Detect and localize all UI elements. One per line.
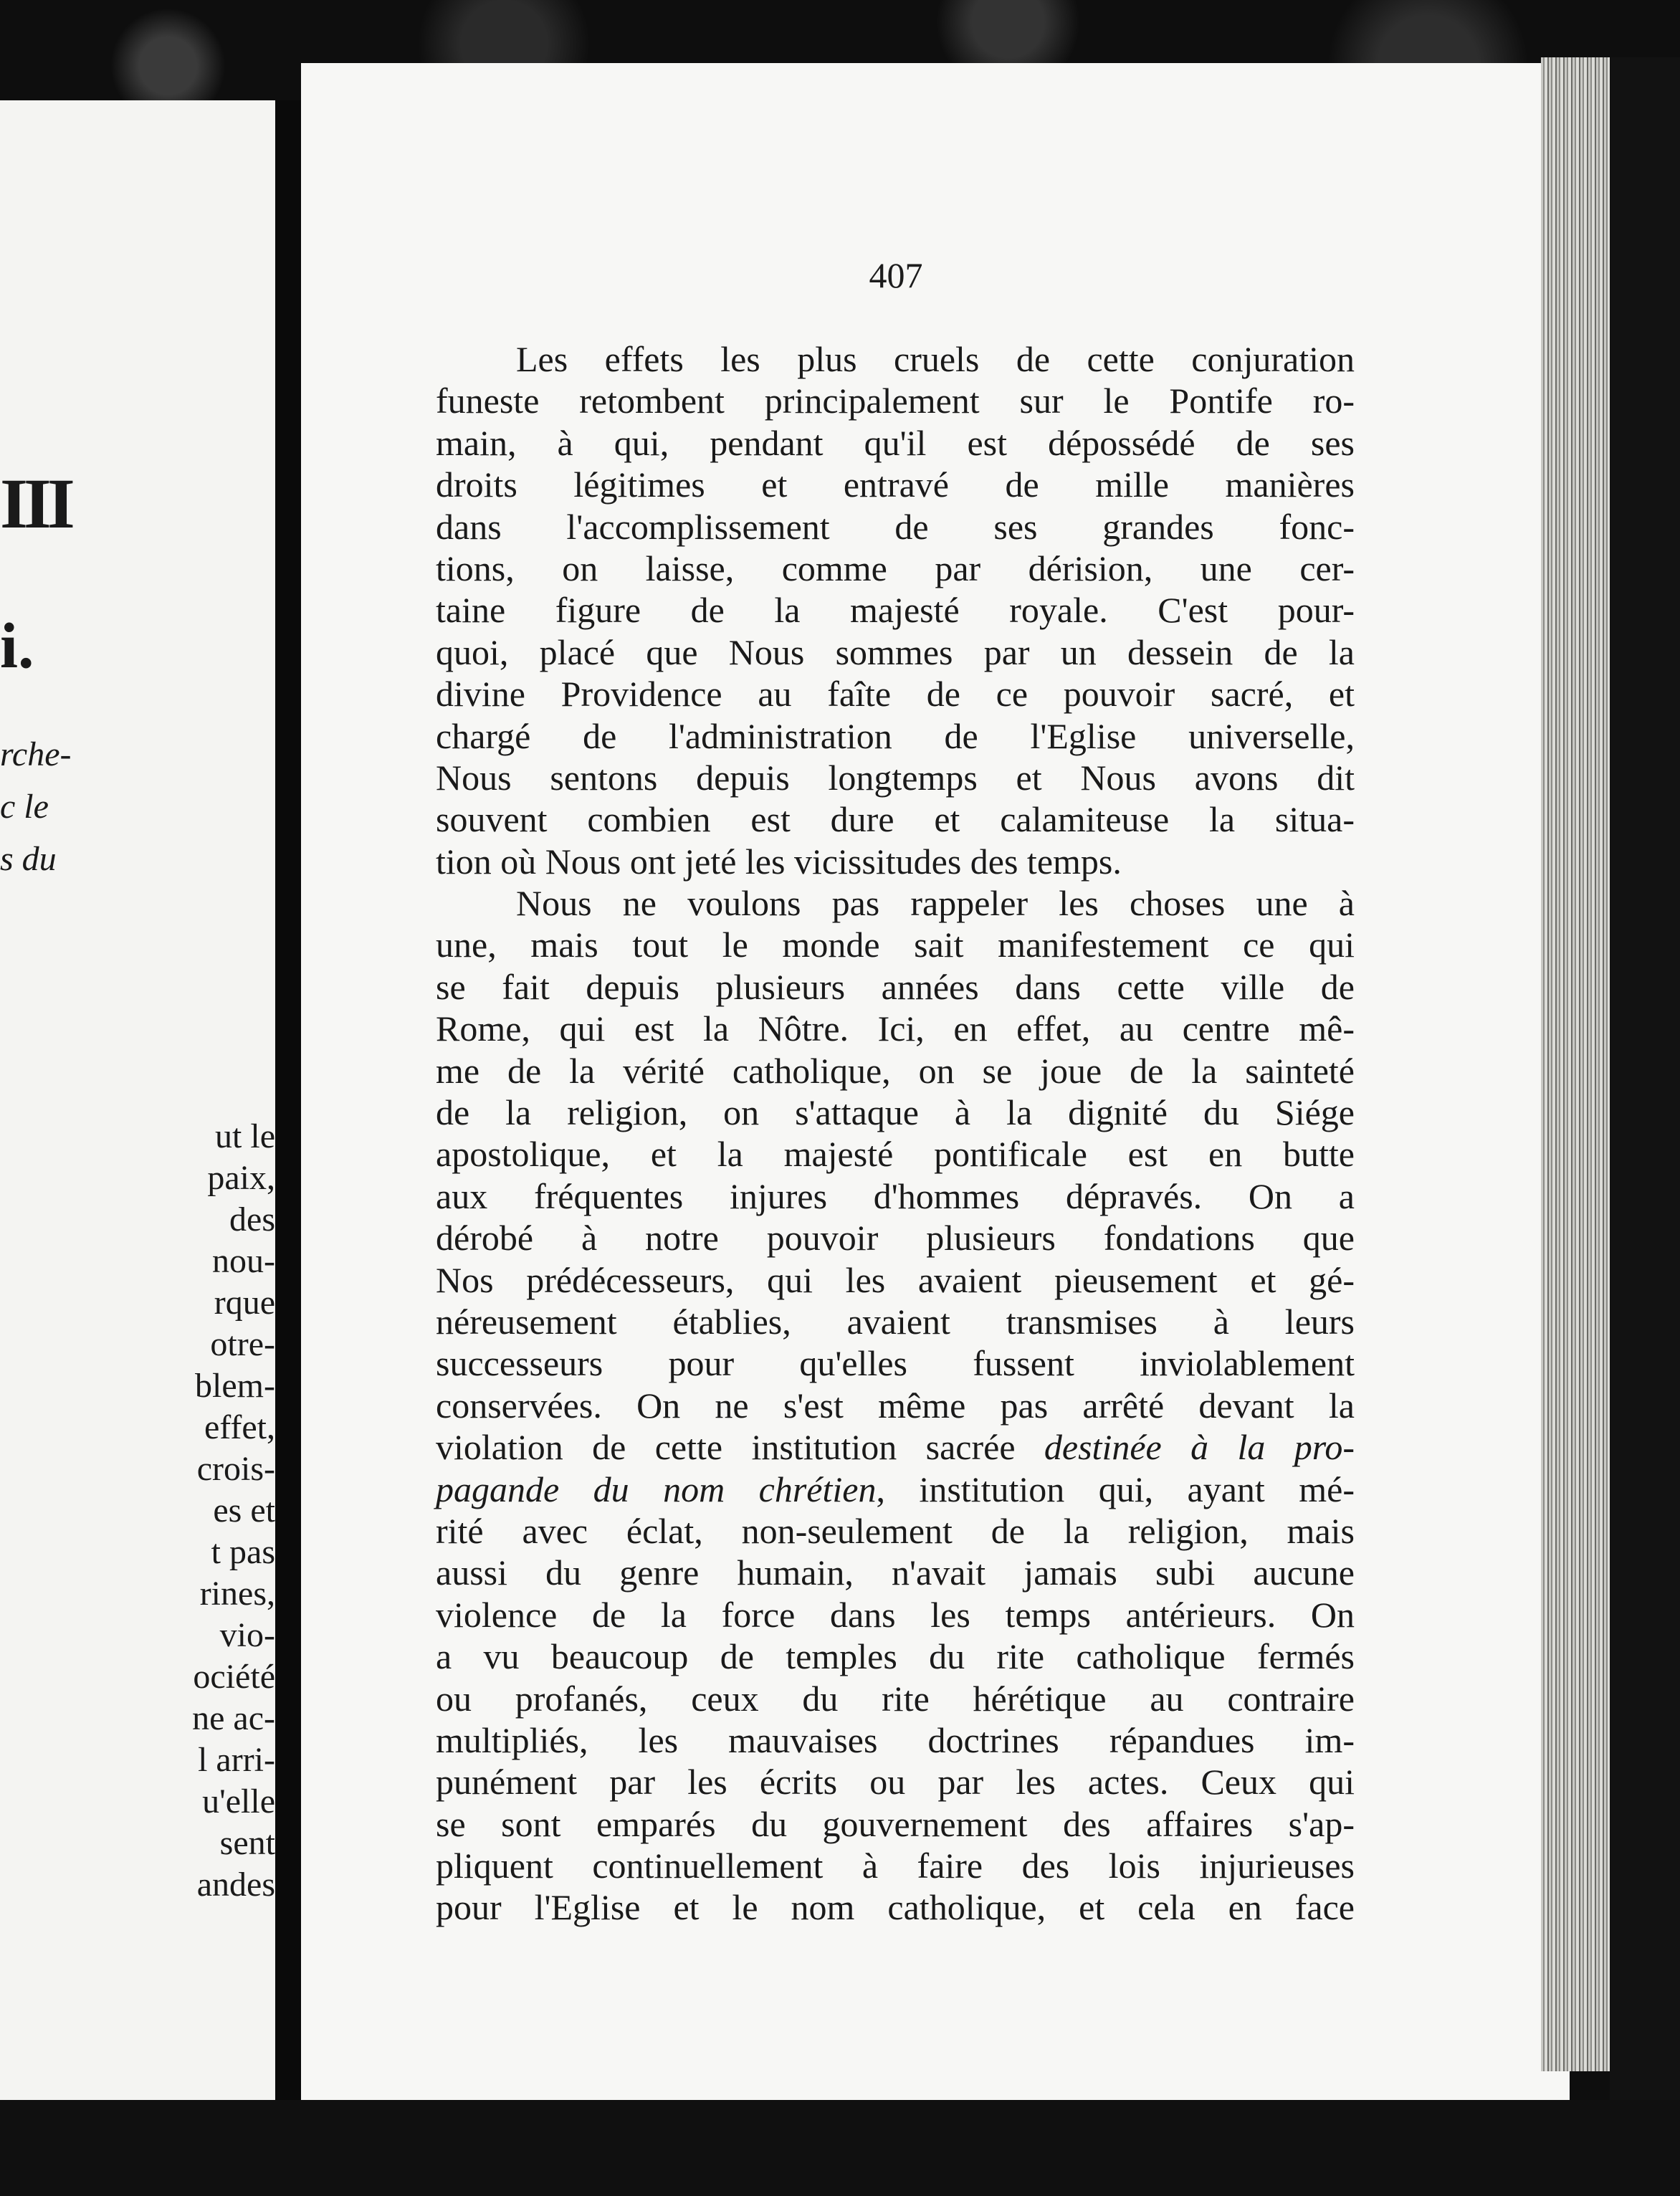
left-text-line: vio-: [219, 1616, 275, 1654]
text-line: une, mais tout le monde sait manifestement ce qui: [436, 925, 1355, 965]
text-line: divine Providence au faîte de ce pouvoir sacré, et: [436, 674, 1355, 715]
page-edge-stack: [1541, 57, 1610, 2071]
text-line: se fait depuis plusieurs années dans cette ville de: [436, 966, 1355, 1007]
text-line: néreusement établies, avaient transmises à leurs: [436, 1301, 1355, 1342]
text-line: souvent combien est dure et calamiteuse la situa-: [436, 799, 1355, 840]
text-line-mixed: [436, 1426, 1355, 1468]
bottom-shadow: [0, 2100, 1680, 2196]
text-line-roman: , institution qui, ayant mé-: [876, 1469, 1355, 1509]
text-line: Nous sentons depuis longtemps et Nous avons dit: [436, 757, 1355, 798]
text-line: Nos prédécesseurs, qui les avaient pieusement et gé-: [436, 1259, 1355, 1300]
text-line: rité avec éclat, non-seulement de la religion, mais: [436, 1510, 1355, 1551]
italic-title-start: destinée à la pro-: [1044, 1427, 1355, 1468]
left-text-line: paix,: [207, 1159, 275, 1197]
left-text-line: ut le: [215, 1117, 275, 1155]
book-gutter: [275, 100, 301, 2129]
left-text-line: ociété: [193, 1658, 275, 1696]
text-line: Nous ne voulons pas rappeler les choses une à: [516, 883, 1355, 924]
text-line: aussi du genre humain, n'avait jamais subi aucune: [436, 1552, 1355, 1593]
text-line: quoi, placé que Nous sommes par un dessein de la: [436, 631, 1355, 672]
right-shadow: [1610, 57, 1680, 2196]
left-dot-fragment: i.: [0, 611, 34, 682]
left-text-line: u'elle: [202, 1782, 275, 1820]
text-line: aux fréquentes injures d'hommes dépravés. On a: [436, 1175, 1355, 1216]
left-text-line: rines,: [199, 1575, 275, 1613]
italic-title-end: pagande du nom chrétien: [436, 1469, 877, 1509]
text-line: chargé de l'administration de l'Eglise universelle,: [436, 715, 1355, 756]
text-line: tions, on laisse, comme par dérision, une cer-: [436, 548, 1355, 588]
text-line: dérobé à notre pouvoir plusieurs fondations que: [436, 1218, 1355, 1259]
left-heading-fragment: III: [0, 464, 71, 543]
left-text-line: blem-: [195, 1367, 275, 1405]
left-text-line: sent: [219, 1824, 275, 1862]
text-line: taine figure de la majesté royale. C'est pour-: [436, 590, 1355, 631]
text-line: dans l'accomplissement de ses grandes fonc-: [436, 506, 1355, 547]
text-line-roman: violation de cette institution sacrée: [436, 1427, 1016, 1468]
text-line: punément par les écrits ou par les actes. Ceux qui: [436, 1762, 1355, 1803]
left-text-line: nou-: [212, 1242, 275, 1280]
left-italic-line: rche-: [0, 735, 72, 773]
text-line: multipliés, les mauvaises doctrines répandues im-: [436, 1719, 1355, 1760]
left-text-line: rque: [214, 1284, 275, 1322]
left-text-line: effet,: [204, 1408, 275, 1446]
text-line: apostolique, et la majesté pontificale est en butte: [436, 1134, 1355, 1175]
text-line: Rome, qui est la Nôtre. Ici, en effet, au centre mê-: [436, 1008, 1355, 1049]
left-text-line: des: [229, 1200, 275, 1238]
left-text-line: crois-: [196, 1450, 275, 1488]
left-italic-line: c le: [0, 788, 49, 826]
text-line: tion où Nous ont jeté les vicissitudes des temps.: [436, 841, 1122, 882]
text-line: pour l'Eglise et le nom catholique, et cela en face: [436, 1887, 1355, 1928]
left-facing-page: [0, 100, 275, 2129]
text-line: droits légitimes et entravé de mille manières: [436, 464, 1355, 505]
text-line-mixed: [436, 1469, 1355, 1510]
text-line: Les effets les plus cruels de cette conjuration: [516, 339, 1355, 379]
text-line: a vu beaucoup de temples du rite catholique fermés: [436, 1636, 1355, 1677]
left-text-line: t pas: [211, 1533, 275, 1571]
page-number: 407: [869, 255, 923, 295]
text-line: me de la vérité catholique, on se joue de la sainteté: [436, 1050, 1355, 1091]
left-italic-line: s du: [0, 840, 57, 878]
text-line: pliquent continuellement à faire des lois injurieuses: [436, 1846, 1355, 1886]
left-text-line: andes: [196, 1866, 275, 1904]
text-line: se sont emparés du gouvernement des affaires s'ap-: [436, 1803, 1355, 1844]
text-line: successeurs pour qu'elles fussent inviolablement: [436, 1343, 1355, 1384]
left-text-line: l arri-: [198, 1741, 275, 1779]
left-text-line: es et: [213, 1491, 275, 1529]
left-text-line: otre-: [210, 1325, 275, 1363]
text-line: conservées. On ne s'est même pas arrêté devant la: [436, 1385, 1355, 1426]
text-line: violence de la force dans les temps antérieurs. On: [436, 1594, 1355, 1635]
text-line: ou profanés, ceux du rite hérétique au contraire: [436, 1678, 1355, 1719]
text-line: de la religion, on s'attaque à la dignité du Siége: [436, 1092, 1355, 1133]
text-line: funeste retombent principalement sur le Pontife ro-: [436, 381, 1355, 421]
text-line: main, à qui, pendant qu'il est dépossédé de ses: [436, 422, 1355, 463]
body-text: [436, 338, 1355, 1929]
left-text-line: ne ac-: [192, 1699, 275, 1737]
